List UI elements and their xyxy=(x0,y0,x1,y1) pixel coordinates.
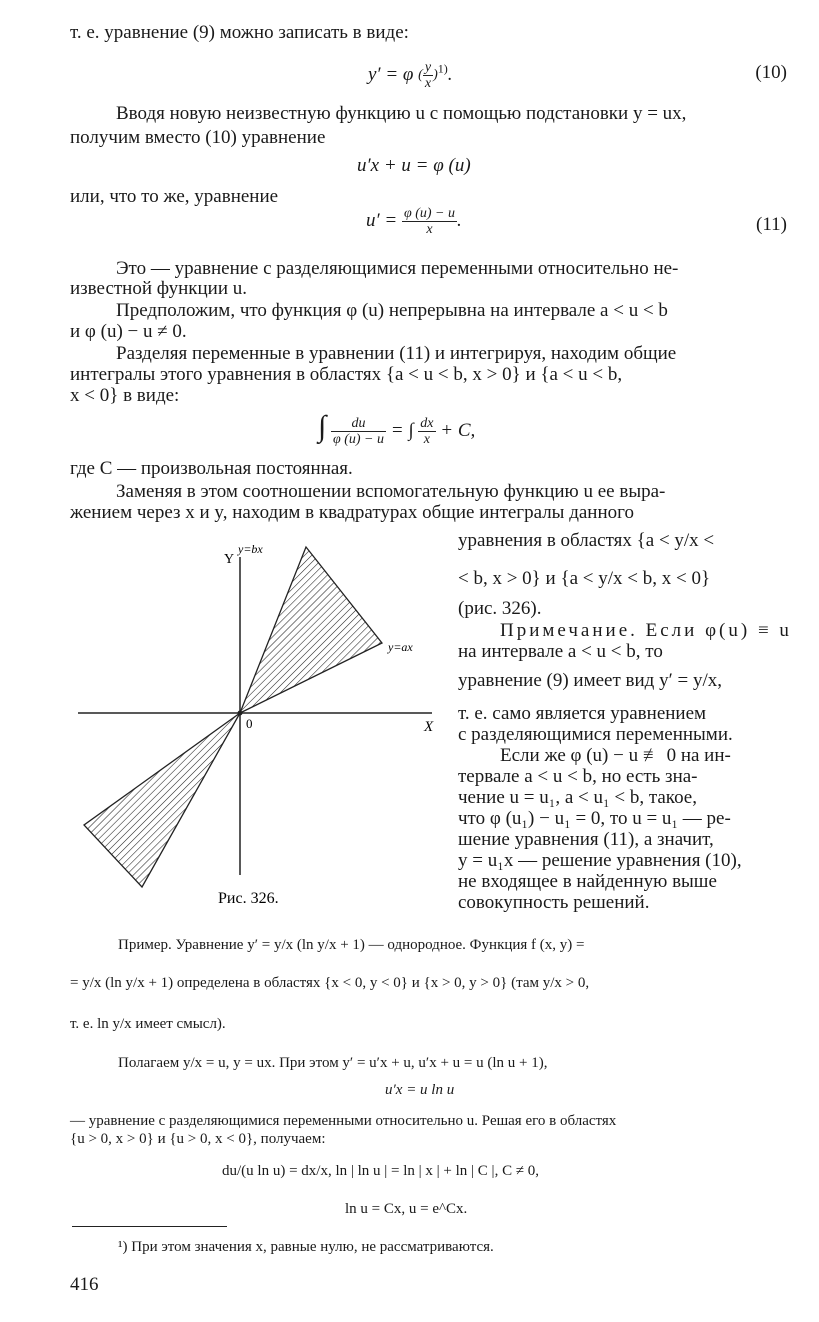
page-number: 416 xyxy=(70,1274,99,1295)
intro-line: т. е. уравнение (9) можно записать в виде: xyxy=(70,22,409,43)
integral-sign-1: ∫ xyxy=(318,410,327,443)
equation-mid: u′x + u = φ (u) xyxy=(357,155,471,176)
para6-line1: Заменяя в этом соотношении вспомогательную функцию u ее выра- xyxy=(116,481,666,502)
para4-line2: и φ (u) − u ≠ 0. xyxy=(70,321,187,342)
eq11-num: φ (u) − u xyxy=(403,206,456,221)
x-axis-label: X xyxy=(424,719,434,735)
remark-heading-line: Примечание. Если φ(u) ≡ u xyxy=(500,620,792,641)
line-a-label: y=ax xyxy=(388,640,413,654)
figure-svg xyxy=(70,535,440,910)
footnote: ¹) При этом значения x, равные нулю, не рассматриваются. xyxy=(118,1239,494,1255)
right-line-2: < b, x > 0} и {a < y/x < b, x < 0} xyxy=(458,568,711,589)
example-line-5: u′x = u ln u xyxy=(385,1082,455,1098)
para3-line2: известной функции u. xyxy=(70,278,248,299)
int-den-2: x xyxy=(423,432,430,448)
eq10-footnote-mark: 1) xyxy=(437,61,448,76)
example-line-2: = y/x (ln y/x + 1) определена в областях {x < 0, y < 0} и {x > 0, y > 0} (там y/x > 0, xyxy=(70,975,590,991)
right-line-15: не входящее в найденную выше xyxy=(458,871,717,892)
para5-line2: интегралы этого уравнения в областях {a < u < b, x > 0} и {a < u < b, xyxy=(70,364,623,385)
right-line-13: шение уравнения (11), а значит, xyxy=(458,829,714,850)
eq10-den: x xyxy=(424,76,432,91)
int-num-1: du xyxy=(331,416,386,432)
eq10-tag: (10) xyxy=(755,62,787,83)
eq11-tag: (11) xyxy=(756,214,787,235)
integral-equation xyxy=(318,410,475,447)
example-line-8: du/(u ln u) = dx/x, ln | ln u | = ln | x | + ln | C |, C ≠ 0, xyxy=(222,1163,540,1179)
origin-point xyxy=(238,711,243,716)
line-b-label: y=bx xyxy=(238,542,263,556)
para6-line2: жением через x и y, находим в квадратурах общие интегралы данного xyxy=(70,502,634,523)
or-line: или, что то же, уравнение xyxy=(70,186,279,207)
right-line-11: чение u = u₁, a < u₁ < b, такое, xyxy=(458,787,697,808)
eq10-num: y xyxy=(424,60,432,75)
right-line-16: совокупность решений. xyxy=(458,892,650,913)
example-line-7: {u > 0, x > 0} и {u > 0, x < 0}, получаем: xyxy=(70,1131,326,1147)
right-line-14: y = u₁x — решение уравнения (10), xyxy=(458,850,742,871)
right-line-3: (рис. 326). xyxy=(458,598,542,619)
para5-line3: x < 0} в виде: xyxy=(70,385,180,406)
integral-frac-1 xyxy=(331,416,386,447)
right-line-10: тервале a < u < b, но есть зна- xyxy=(458,766,698,787)
example-line-4: Полагаем y/x = u, y = ux. При этом y′ = u′x + u, u′x + u = u (ln u + 1), xyxy=(118,1055,548,1071)
footnote-rule xyxy=(72,1226,227,1227)
right-line-12: что φ (u₁) − u₁ = 0, то u = u₁ — ре- xyxy=(458,808,731,829)
sector-first-quadrant xyxy=(240,547,382,713)
eq11-lhs: u′ = xyxy=(366,209,398,231)
sector-third-quadrant xyxy=(84,713,240,887)
integral-mid: = ∫ xyxy=(390,420,414,441)
para5-line1: Разделяя переменные в уравнении (11) и интегрируя, находим общие xyxy=(116,343,677,364)
right-line-7: т. е. само является уравнением xyxy=(458,703,707,724)
para2-line2: получим вместо (10) уравнение xyxy=(70,127,326,148)
right-line-5: на интервале a < u < b, то xyxy=(458,641,663,662)
integral-frac-2 xyxy=(418,416,435,447)
example-line-9: ln u = Cx, u = e^Cx. xyxy=(345,1201,468,1217)
equation-11: u′ = $\frac{\varphi (u) - u}{x}$ . xyxy=(366,206,462,237)
para4-line1: Предположим, что функция φ (u) непрерывна на интервале a < u < b xyxy=(116,300,668,321)
int-den-1: φ (u) − u xyxy=(332,432,384,448)
example-line-3: т. е. ln y/x имеет смысл). xyxy=(70,1016,226,1032)
right-line-6: уравнение (9) имеет вид y′ = y/x, xyxy=(458,670,722,691)
figure-caption: Рис. 326. xyxy=(218,890,279,907)
integral-end: + C, xyxy=(440,420,476,441)
eq10-lhs: y′ = φ xyxy=(368,63,414,85)
int-num-2: dx xyxy=(420,416,434,432)
para3-line1: Это — уравнение с разделяющимися переменными относительно не- xyxy=(116,258,679,279)
where-line: где C — произвольная постоянная. xyxy=(70,458,353,479)
eq11-fraction xyxy=(402,206,457,237)
right-line-9: Если же φ (u) − u ≢ 0 на ин- xyxy=(500,745,731,766)
figure-326 xyxy=(70,535,440,910)
y-axis-label: Y xyxy=(224,552,235,567)
right-line-1: уравнения в областях {a < y/x < xyxy=(458,530,715,551)
para2-line1: Вводя новую неизвестную функцию u с помощью подстановки y = ux, xyxy=(116,103,687,124)
equation-10: y′ = φ ( $\frac{y}{x}$ )$^{1)}$. xyxy=(368,60,453,91)
eq10-fraction: ( $\frac{y}{x}$ ) xyxy=(418,60,438,91)
right-line-8: с разделяющимися переменными. xyxy=(458,724,733,745)
origin-label: 0 xyxy=(246,716,253,731)
example-line-1: Пример. Уравнение y′ = y/x (ln y/x + 1) — однородное. Функция f (x, y) = xyxy=(118,937,585,953)
example-line-6: — уравнение с разделяющимися переменными относительно u. Решая его в областях xyxy=(70,1113,617,1129)
eq11-den: x xyxy=(426,222,433,237)
